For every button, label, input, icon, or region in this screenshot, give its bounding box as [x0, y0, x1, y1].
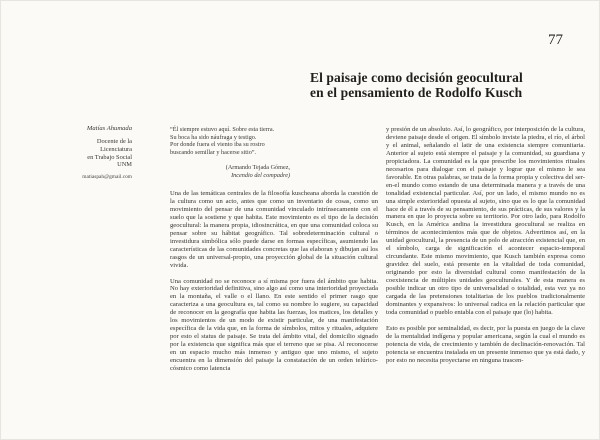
- author-email: matiaspah@gmail.com: [82, 174, 132, 181]
- author-name: Matías Ahumada: [86, 125, 132, 132]
- author-affiliation-line: UNM: [117, 161, 132, 169]
- epigraph: [170, 126, 328, 179]
- epigraph-line: buscando semillar y hacerse sitio”.: [170, 149, 257, 157]
- body-left-column: [170, 190, 378, 381]
- epigraph-line: Por donde fuera el viento iba su rostro: [170, 141, 265, 149]
- article-title-line-1: El paisaje como decisión geocultural: [310, 70, 523, 85]
- epigraph-attribution-work: Incendio del compadre): [231, 171, 290, 179]
- epigraph-line: “Él siempre estuvo aquí. Sobre esta tierra.: [170, 126, 275, 133]
- paragraph: Una de las temáticas centrales de la filosofía kuscheana aborda la cuestión de la cultura como un acto, antes que como un inventario de cosas, como un movimiento del pensar de una comunidad vinculado intrínsecamente con el suelo que la sostiene y que habita. Este movimiento es el tipo de la decisión geocultural: la manera propia, idiosincrática, en que una comunidad coloca su pensar sobre su hábitat geográfico. Tal sobredeterminación cultural o investidura simbólica sólo puede darse en formas específicas, asumiendo las características de las comunidades concretas que las elaboran y dibujan así los rasgos de un universal-propio, una proyección global de la situación cultural vivida.: [170, 190, 378, 269]
- author-affiliation-line: Docente de la: [96, 138, 132, 145]
- author-affiliation-line: en Trabajo Social: [87, 153, 132, 161]
- article-title: [310, 70, 523, 100]
- epigraph-attribution-author: (Armando Tejada Gómez,: [225, 163, 290, 171]
- epigraph-attribution: [170, 164, 328, 179]
- article-title-line-2: en el pensamiento de Rodolfo Kusch: [310, 85, 523, 100]
- paragraph: Una comunidad no se reconoce a sí misma por fuera del ámbito que habita. No hay exterioridad definitiva, sino algo así como una interioridad proyectada en la montaña, el valle o el llano. En este sentido el primer rasgo que caracteriza a una geocultura es, tal como su nombre lo sugiere, su capacidad de reconocer en la geografía que habita las fuerzas, los matices, los detalles y los movimientos de un modo de existir particular, de una manifestación específica de la vida que, en la forma de símbolos, mitos y rituales, adquiere por esto el status de paisaje. Se trata del ámbito vital, del domicilio signado por la existencia que significa más que el terreno que se pisa. Al reconocerse en un espacio mucho más inmenso y antiguo que uno mismo, el sujeto encuentra en la dimensión del paisaje la constatación de un orden telúrico-cósmico como latencia: [170, 277, 378, 373]
- author-block: [50, 125, 132, 180]
- paragraph: y presión de un absoluto. Así, lo geográfico, por interposición de la cultura, deviene paisaje desde el origen. El símbolo inviste la piedra, el río, el árbol y el animal, señalando el latir de una existencia siempre comunitaria. Anterior al sujeto está siempre el paisaje y la comunidad, su guardiana y propiciadora. La comunidad es la que prescribe los movimientos rituales necesarios para dialogar con el paisaje y lograr que el mismo le sea favorable. En otras palabras, se trata de la forma propia y colectiva del ser-en-el mundo como estando de una determinada manera y a través de una tonalidad existencial particular. Así, por un lado, el mismo mundo no es una simple exterioridad opuesta al sujeto, sino que es lo que la comunidad hace de él a través de su pensamiento, de sus prácticas, de sus valores y la manera en que lo proyecta sobre su territorio. Por otro lado, para Rodolfo Kusch, en la América andina la investidura geocultural se realiza en términos de acontecimientos más que de objetos. Advertimos así, en la unidad geocultural, la presencia de un polo de atracción existencial que, en el símbolo, carga de significación el acontecer espacio-temporal circundante. Este mismo movimiento, que Kusch también expresa como gravidez del suelo, está presente en la vitalidad de toda comunidad, originando por esto la diversidad cultural como manifestación de la coexistencia de múltiples unidades geoculturales. Y de esta manera es posible indicar un otro tipo de universalidad o totalidad, esta vez ya no cargada de las pretensiones totalitarias de los pueblos tradicionalmente dominantes y expansivos: lo universal radica en la relación particular que toda comunidad o pueblo entabla con el paisaje que (lo) habita.: [386, 126, 585, 316]
- author-affiliation-line: Licenciatura: [100, 145, 132, 153]
- epigraph-line: Su boca ha sido náufraga y testigo.: [170, 133, 257, 141]
- body-right-column: [386, 126, 585, 373]
- page-number: 77: [548, 32, 563, 48]
- paragraph: Esto es posible por seminalidad, es decir, por la puesta en juego de la clave de la mentalidad indígena y popular americana, según la cual el mundo es potencia de vida, de crecimiento y también de declinación-renovación. Tal potencia se encuentra instalada en un presente inmenso que ya está dado, y por esto no necesita proyectarse en ninguna trascen-: [386, 324, 585, 364]
